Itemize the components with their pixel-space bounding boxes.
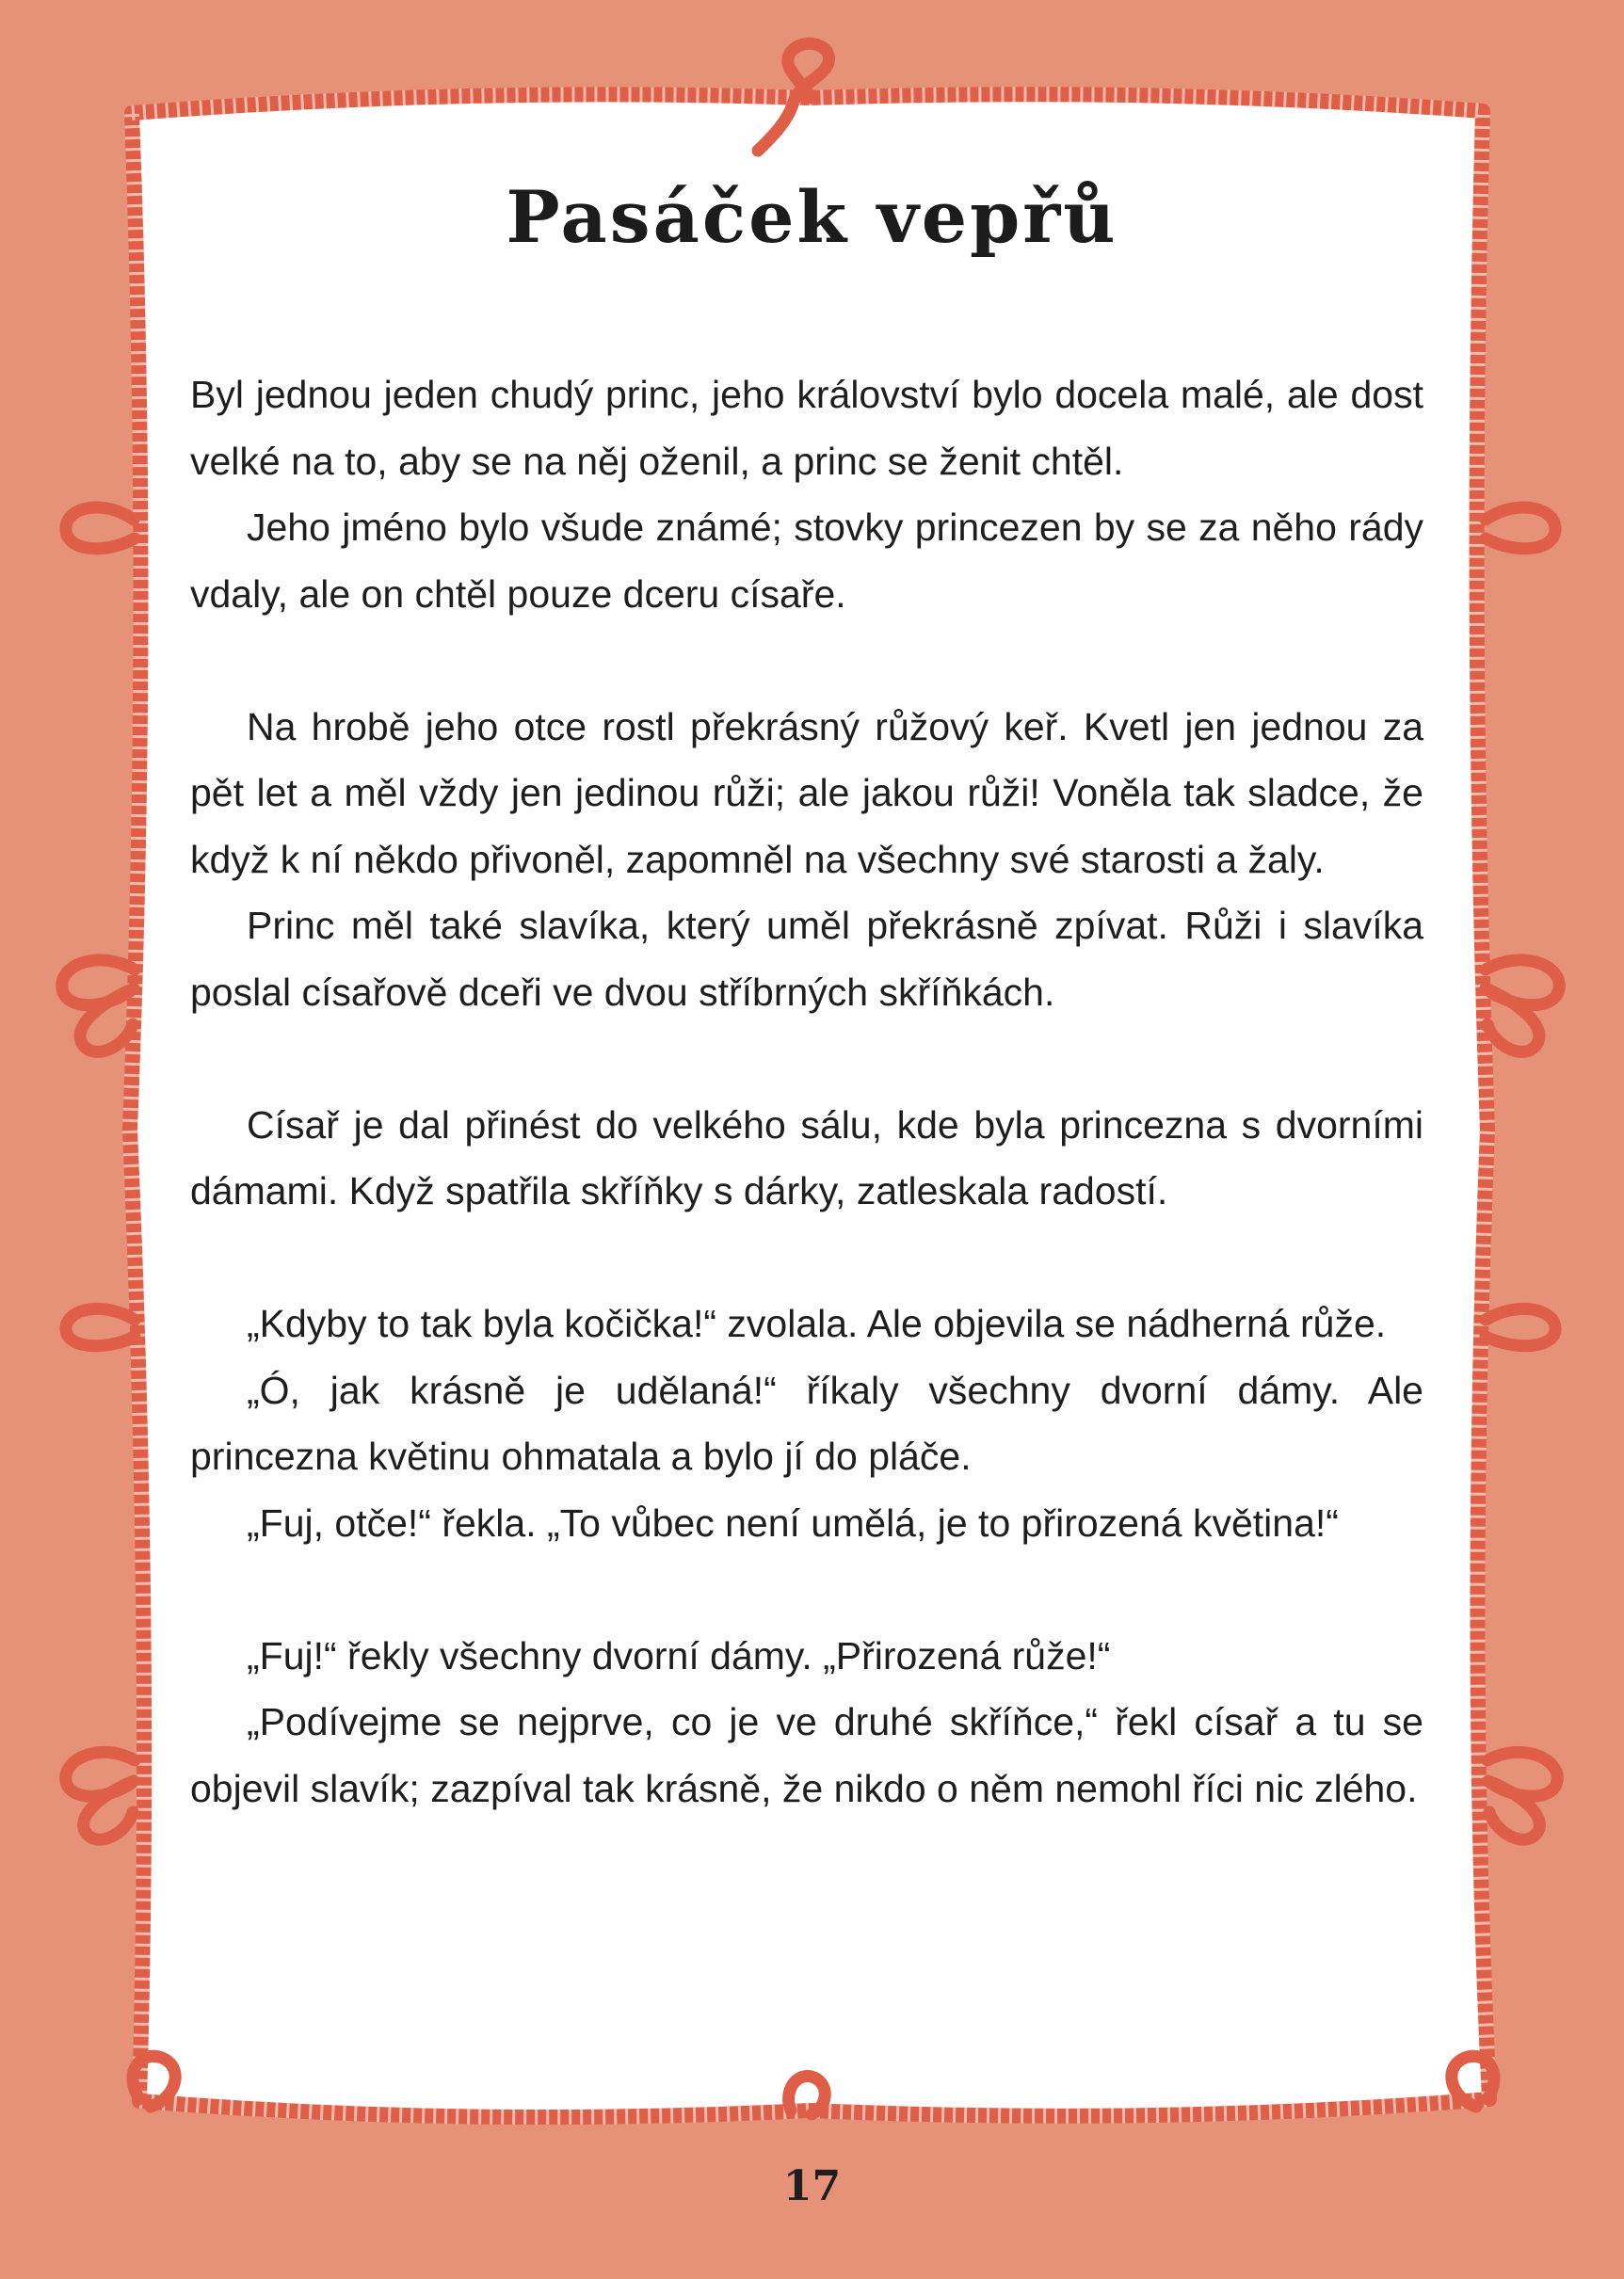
paragraph: „Podívejme se nejprve, co je ve druhé skříňce,“ řekl císař a tu se objevil slavík; zazpíval tak krásně, že nikdo o něm nemohl říci nic zlého.	[190, 1700, 1423, 1810]
paragraph: Princ měl také slavíka, který uměl překrásně zpívat. Růži i slavíka poslal císařově dceři ve dvou stříbrných skříňkách.	[190, 904, 1423, 1014]
paragraph-gap	[190, 627, 1423, 694]
story-text	[190, 361, 1423, 1822]
paragraph: „Kdyby to tak byla kočička!“ zvolala. Ale objevila se nádherná růže.	[247, 1302, 1387, 1345]
paragraph: Byl jednou jeden chudý princ, jeho království bylo docela malé, ale dost velké na to, aby se na něj oženil, a princ se ženit chtěl.	[190, 373, 1423, 483]
story-title: Pasáček vepřů	[506, 175, 1118, 259]
paragraph: „Ó, jak krásně je udělaná!“ říkaly všechny dvorní dámy. Ale princezna květinu ohmatala a bylo jí do pláče.	[190, 1368, 1423, 1478]
paragraph: Na hrobě jeho otce rostl překrásný růžový keř. Kvetl jen jednou za pět let a měl vždy jen jedinou růži; ale jakou růži! Voněla tak sladce, že když k ní někdo přivoněl, zapomněl na všechny své starosti a žaly.	[190, 704, 1423, 881]
paragraph-gap	[190, 1225, 1423, 1292]
paragraph: Císař je dal přinést do velkého sálu, kde byla princezna s dvorními dámami. Když spatřila skříňky s dárky, zatleskala radostí.	[190, 1102, 1423, 1212]
paragraph-gap	[190, 1025, 1423, 1092]
paragraph: „Fuj, otče!“ řekla. „To vůbec není umělá, je to přirozená květina!“	[247, 1501, 1339, 1545]
paragraph-gap	[190, 1556, 1423, 1623]
paragraph: „Fuj!“ řekly všechny dvorní dámy. „Přirozená růže!“	[247, 1633, 1111, 1677]
paragraph: Jeho jméno bylo všude známé; stovky princezen by se za něho rády vdaly, ale on chtěl pouze dceru císaře.	[190, 506, 1423, 616]
page-number: 17	[782, 2162, 842, 2210]
